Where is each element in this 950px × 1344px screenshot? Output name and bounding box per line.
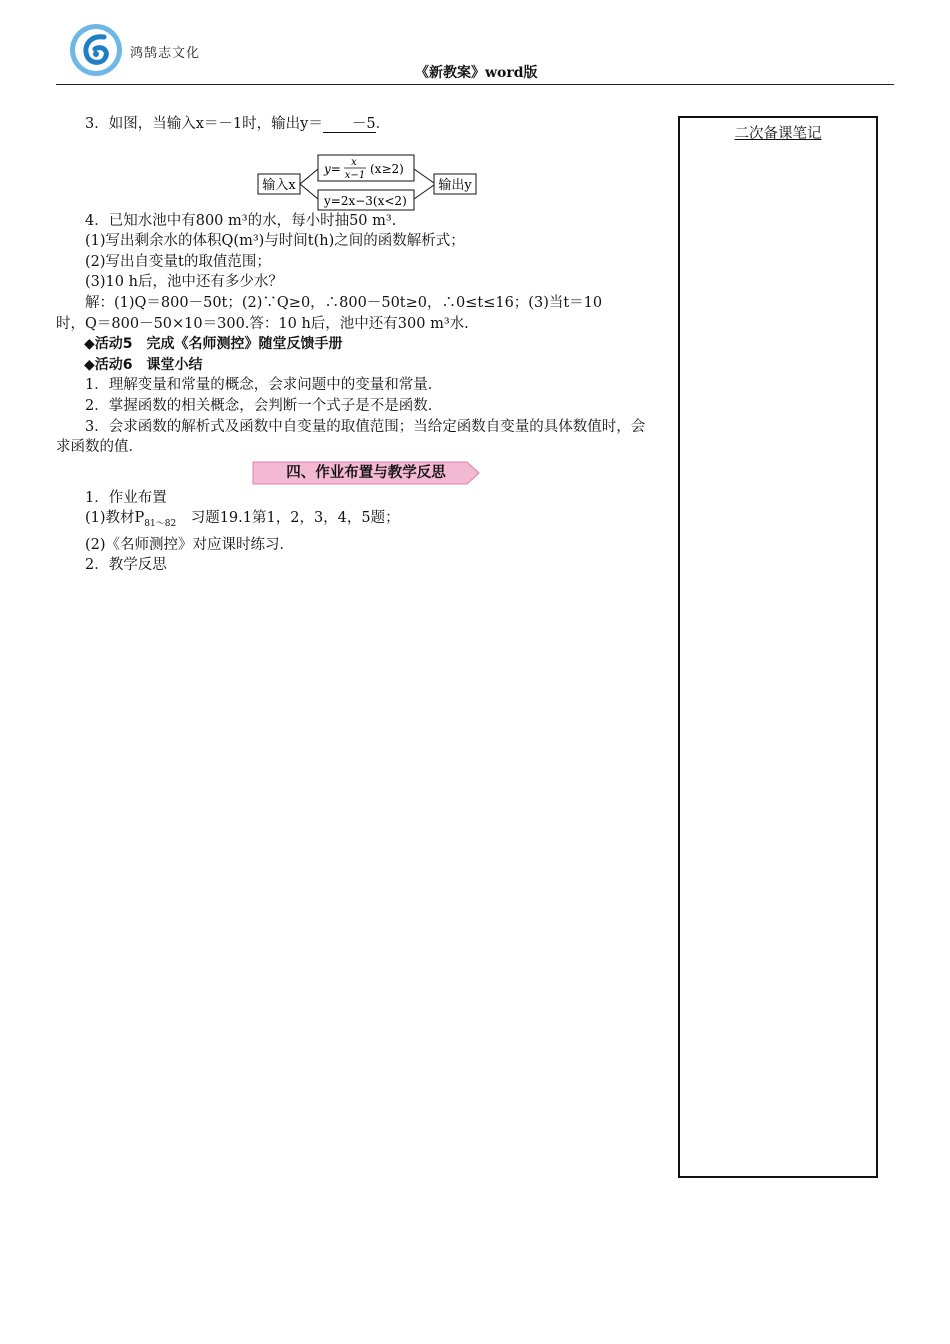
homework-item-1-pages: 81～82	[144, 519, 177, 530]
section-4-heading	[56, 460, 646, 486]
homework-item-1-rest: 习题19.1第1，2，3，4，5题；	[176, 510, 400, 527]
upper-formula-numerator: x	[351, 156, 357, 168]
page-header	[0, 0, 950, 86]
question-4-solution-line1: 解：(1)Q＝800－50t；(2)∵Q≥0，∴800－50t≥0，∴0≤t≤16；(3)当t＝10	[85, 294, 603, 311]
activity-6: ◆活动6 课堂小结	[84, 356, 203, 373]
arrow-to-lower	[300, 184, 318, 199]
main-content	[56, 114, 646, 576]
homework-item-1-prefix: (1)教材P	[85, 510, 145, 527]
input-label: 输入x	[262, 177, 296, 193]
question-4-stem: 4．已知水池中有800 m³的水，每小时抽50 m³.	[85, 212, 397, 229]
question-4-solution-line2: 时，Q＝800－50×10＝300.答：10 h后，池中还有300 m³水.	[56, 315, 469, 332]
homework-heading: 1．作业布置	[85, 489, 167, 506]
upper-formula-condition: (x≥2)	[370, 161, 404, 176]
summary-item-3: 3．会求函数的解析式及函数中自变量的取值范围；当给定函数自变量的具体数值时，会求函数的值．	[56, 418, 646, 456]
section-4-title: 四、作业布置与教学反思	[286, 464, 446, 481]
summary-item-1: 1．理解变量和常量的概念，会求问题中的变量和常量．	[85, 377, 443, 394]
diagram-svg	[56, 135, 646, 208]
brand-logo	[68, 22, 124, 78]
question-4-part2: (2)写出自变量t的取值范围；	[85, 253, 271, 270]
header-divider	[56, 84, 894, 85]
notes-title: 二次备课笔记	[734, 126, 822, 142]
question-4-part3: (3)10 h后，池中还有多少水？	[85, 274, 283, 291]
question-3	[56, 114, 646, 135]
homework-item-1	[56, 508, 646, 534]
summary-item-2: 2．掌握函数的相关概念，会判断一个式子是不是函数．	[85, 397, 443, 414]
document-title: 《新教案》word版	[415, 65, 538, 81]
output-label: 输出y	[438, 177, 472, 193]
upper-formula-denominator: x−1	[344, 169, 366, 181]
arrow-from-lower	[414, 185, 434, 199]
brand-name: 鸿鹄志文化	[130, 46, 201, 61]
arrow-to-upper	[300, 169, 318, 184]
activity-5: ◆活动5 完成《名师测控》随堂反馈手册	[84, 336, 343, 353]
secondary-notes-panel	[678, 116, 878, 1178]
question-3-text: 3．如图，当输入x＝－1时，输出y＝	[85, 116, 323, 132]
upper-formula-lhs: y=	[324, 161, 341, 176]
question-3-end: ．	[375, 116, 391, 132]
arrow-from-upper	[414, 169, 434, 183]
reflection-heading: 2．教学反思	[85, 557, 167, 574]
question-4-part1: (1)写出剩余水的体积Q(m³)与时间t(h)之间的函数解析式；	[85, 233, 465, 250]
homework-item-2: (2)《名师测控》对应课时练习．	[85, 536, 295, 553]
lower-formula: y=2x−3(x<2)	[324, 193, 407, 208]
function-machine-diagram	[56, 135, 646, 208]
question-3-answer: －5	[323, 116, 376, 133]
